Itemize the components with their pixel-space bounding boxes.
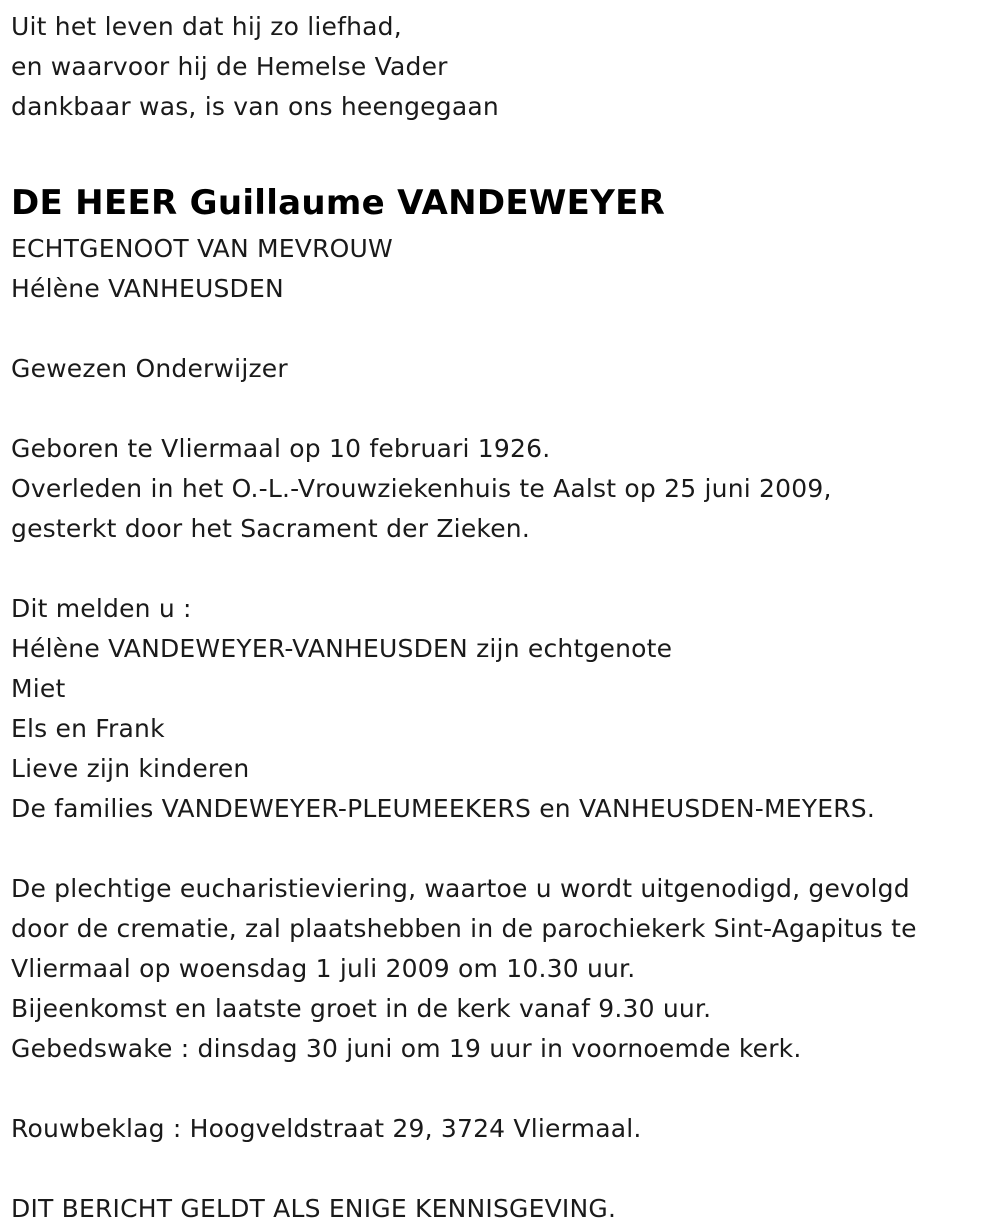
deceased-name: DE HEER Guillaume VANDEWEYER xyxy=(11,183,666,223)
official-notice: DIT BERICHT GELDT ALS ENIGE KENNISGEVING. xyxy=(11,1194,617,1223)
spacer xyxy=(11,829,991,869)
birth-line: Geboren te Vliermaal op 10 februari 1926. xyxy=(11,434,551,463)
spacer xyxy=(11,1149,991,1189)
ceremony-block xyxy=(11,869,991,1069)
spouse-name: Hélène VANHEUSDEN xyxy=(11,274,284,303)
death-line: Overleden in het O.-L.-Vrouwziekenhuis te Aalst op 25 juni 2009, xyxy=(11,474,832,503)
spouse-block xyxy=(11,229,991,309)
family-intro: Dit melden u : xyxy=(11,594,192,623)
obituary-notice xyxy=(11,7,991,1229)
intro-block xyxy=(11,7,991,127)
spacer xyxy=(11,389,991,429)
family-member: Miet xyxy=(11,674,66,703)
sacrament-line: gesterkt door het Sacrament der Zieken. xyxy=(11,514,530,543)
ceremony-line: De plechtige eucharistieviering, waartoe u wordt uitgenodigd, gevolgd xyxy=(11,874,910,903)
spacer xyxy=(11,309,991,349)
ceremony-line: door de crematie, zal plaatshebben in de parochiekerk Sint-Agapitus te xyxy=(11,914,917,943)
condolence-address: Rouwbeklag : Hoogveldstraat 29, 3724 Vliermaal. xyxy=(11,1114,642,1143)
spacer xyxy=(11,549,991,589)
family-member: Els en Frank xyxy=(11,714,165,743)
ceremony-line: Vliermaal op woensdag 1 juli 2009 om 10.30 uur. xyxy=(11,954,636,983)
spouse-title: ECHTGENOOT VAN MEVROUW xyxy=(11,234,393,263)
family-member: Lieve zijn kinderen xyxy=(11,754,250,783)
intro-line: dankbaar was, is van ons heengegaan xyxy=(11,92,499,121)
ceremony-line: Gebedswake : dinsdag 30 juni om 19 uur in voornoemde kerk. xyxy=(11,1034,802,1063)
profession: Gewezen Onderwijzer xyxy=(11,354,288,383)
family-member: Hélène VANDEWEYER-VANHEUSDEN zijn echtgenote xyxy=(11,634,673,663)
intro-line: en waarvoor hij de Hemelse Vader xyxy=(11,52,448,81)
spacer xyxy=(11,1069,991,1109)
family-member: De families VANDEWEYER-PLEUMEEKERS en VANHEUSDEN-MEYERS. xyxy=(11,794,876,823)
life-dates-block xyxy=(11,429,991,549)
intro-line: Uit het leven dat hij zo liefhad, xyxy=(11,12,402,41)
family-block xyxy=(11,589,991,829)
ceremony-line: Bijeenkomst en laatste groet in de kerk vanaf 9.30 uur. xyxy=(11,994,712,1023)
